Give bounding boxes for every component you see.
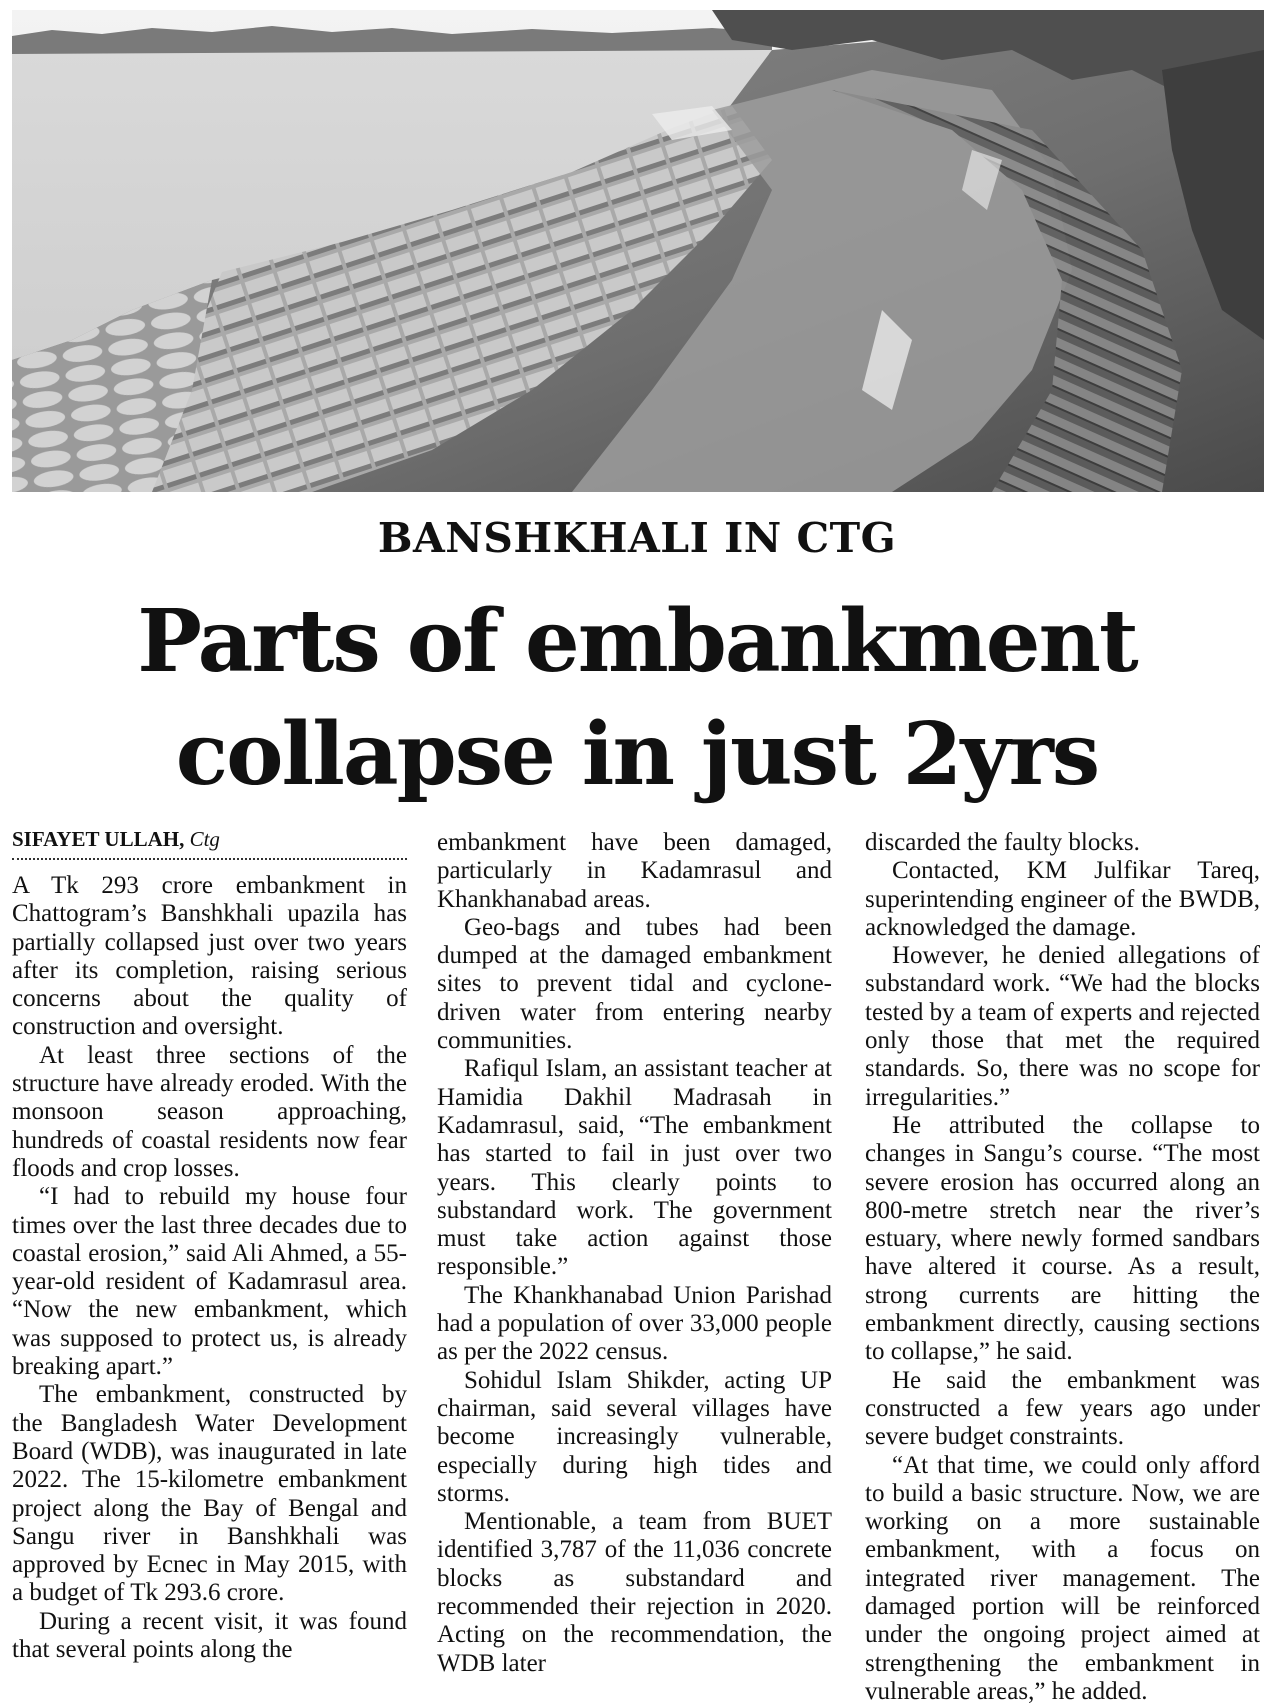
paragraph: He said the embankment was constructed a few years ago under severe budget constraints.	[865, 1366, 1260, 1451]
article-column-3	[865, 829, 1260, 1706]
article-column-2	[437, 829, 832, 1678]
paragraph: discarded the faulty blocks.	[865, 829, 1140, 856]
paragraph: “I had to rebuild my house four times over the last three decades due to coastal erosion,” said Ali Ahmed, a 55-year-old resident of Kadamrasul area. “Now the new embankment, which was supposed to protect us, is already breaking apart.”	[12, 1183, 407, 1381]
paragraph: During a recent visit, it was found that several points along the	[12, 1607, 407, 1664]
paragraph: Sohidul Islam Shikder, acting UP chairman, said several villages have become increasingly vulnerable, especially during high tides and storms.	[437, 1366, 832, 1507]
byline-location: Ctg	[189, 827, 220, 851]
paragraph: He attributed the collapse to changes in Sangu’s course. “The most severe erosion has occurred along an 800-metre stretch near the river’s estuary, where newly formed sandbars have altered it course. As a result, strong currents are hitting the embankment directly, causing sections to collapse,” he said.	[865, 1111, 1260, 1366]
paragraph: Contacted, KM Julfikar Tareq, superintending engineer of the BWDB, acknowledged the damage.	[865, 857, 1260, 941]
paragraph: A Tk 293 crore embankment in Chattogram’s Banshkhali upazila has partially collapsed just over two years after its completion, raising serious concerns about the quality of construction and oversight.	[12, 872, 407, 1041]
paragraph: The Khankhanabad Union Parishad had a population of over 33,000 people as per the 2022 census.	[437, 1281, 832, 1366]
paragraph: “At that time, we could only afford to build a basic structure. Now, we are working on a more sustainable embankment, with a focus on integrated river management. The damaged portion will be reinforced under the ongoing project aimed at strengthening the embankment in vulnerable areas,” he added.	[865, 1451, 1260, 1705]
byline	[12, 826, 407, 860]
kicker: BANSHKHALI IN CTG	[377, 514, 897, 562]
article-column-1	[12, 826, 407, 1664]
headline-line-2: collapse in just 2yrs	[175, 704, 1099, 805]
paragraph: Rafiqul Islam, an assistant teacher at Hamidia Dakhil Madrasah in Kadamrasul, said, “The embankment has started to fail in just over two years. This clearly points to substandard work. The government must take action against those responsible.”	[437, 1055, 832, 1281]
embankment-photo-image	[12, 10, 1264, 492]
paragraph: At least three sections of the structure have already eroded. With the monsoon season approaching, hundreds of coastal residents now fear floods and crop losses.	[12, 1041, 407, 1182]
paragraph: The embankment, constructed by the Bangladesh Water Development Board (WDB), was inaugurated in late 2022. The 15-kilometre embankment project along the Bay of Bengal and Sangu river in Banshkhali was approved by Ecnec in May 2015, with a budget of Tk 293.6 crore.	[12, 1381, 407, 1607]
paragraph: Geo-bags and tubes had been dumped at the damaged embankment sites to prevent tidal and cyclone-driven water from entering nearby communities.	[437, 913, 832, 1055]
headline	[0, 585, 1274, 811]
byline-author: SIFAYET ULLAH,	[12, 827, 185, 851]
embankment-photo	[12, 10, 1264, 492]
paragraph: However, he denied allegations of substandard work. “We had the blocks tested by a team of experts and rejected only those that met the required standards. So, there was no scope for irregularities.”	[865, 942, 1260, 1111]
headline-line-1: Parts of embankment	[137, 591, 1137, 692]
paragraph: embankment have been damaged, particularly in Kadamrasul and Khankhanabad areas.	[437, 829, 832, 913]
paragraph: Mentionable, a team from BUET identified 3,787 of the 11,036 concrete blocks as substandard and recommended their rejection in 2020. Acting on the recommendation, the WDB later	[437, 1508, 832, 1677]
